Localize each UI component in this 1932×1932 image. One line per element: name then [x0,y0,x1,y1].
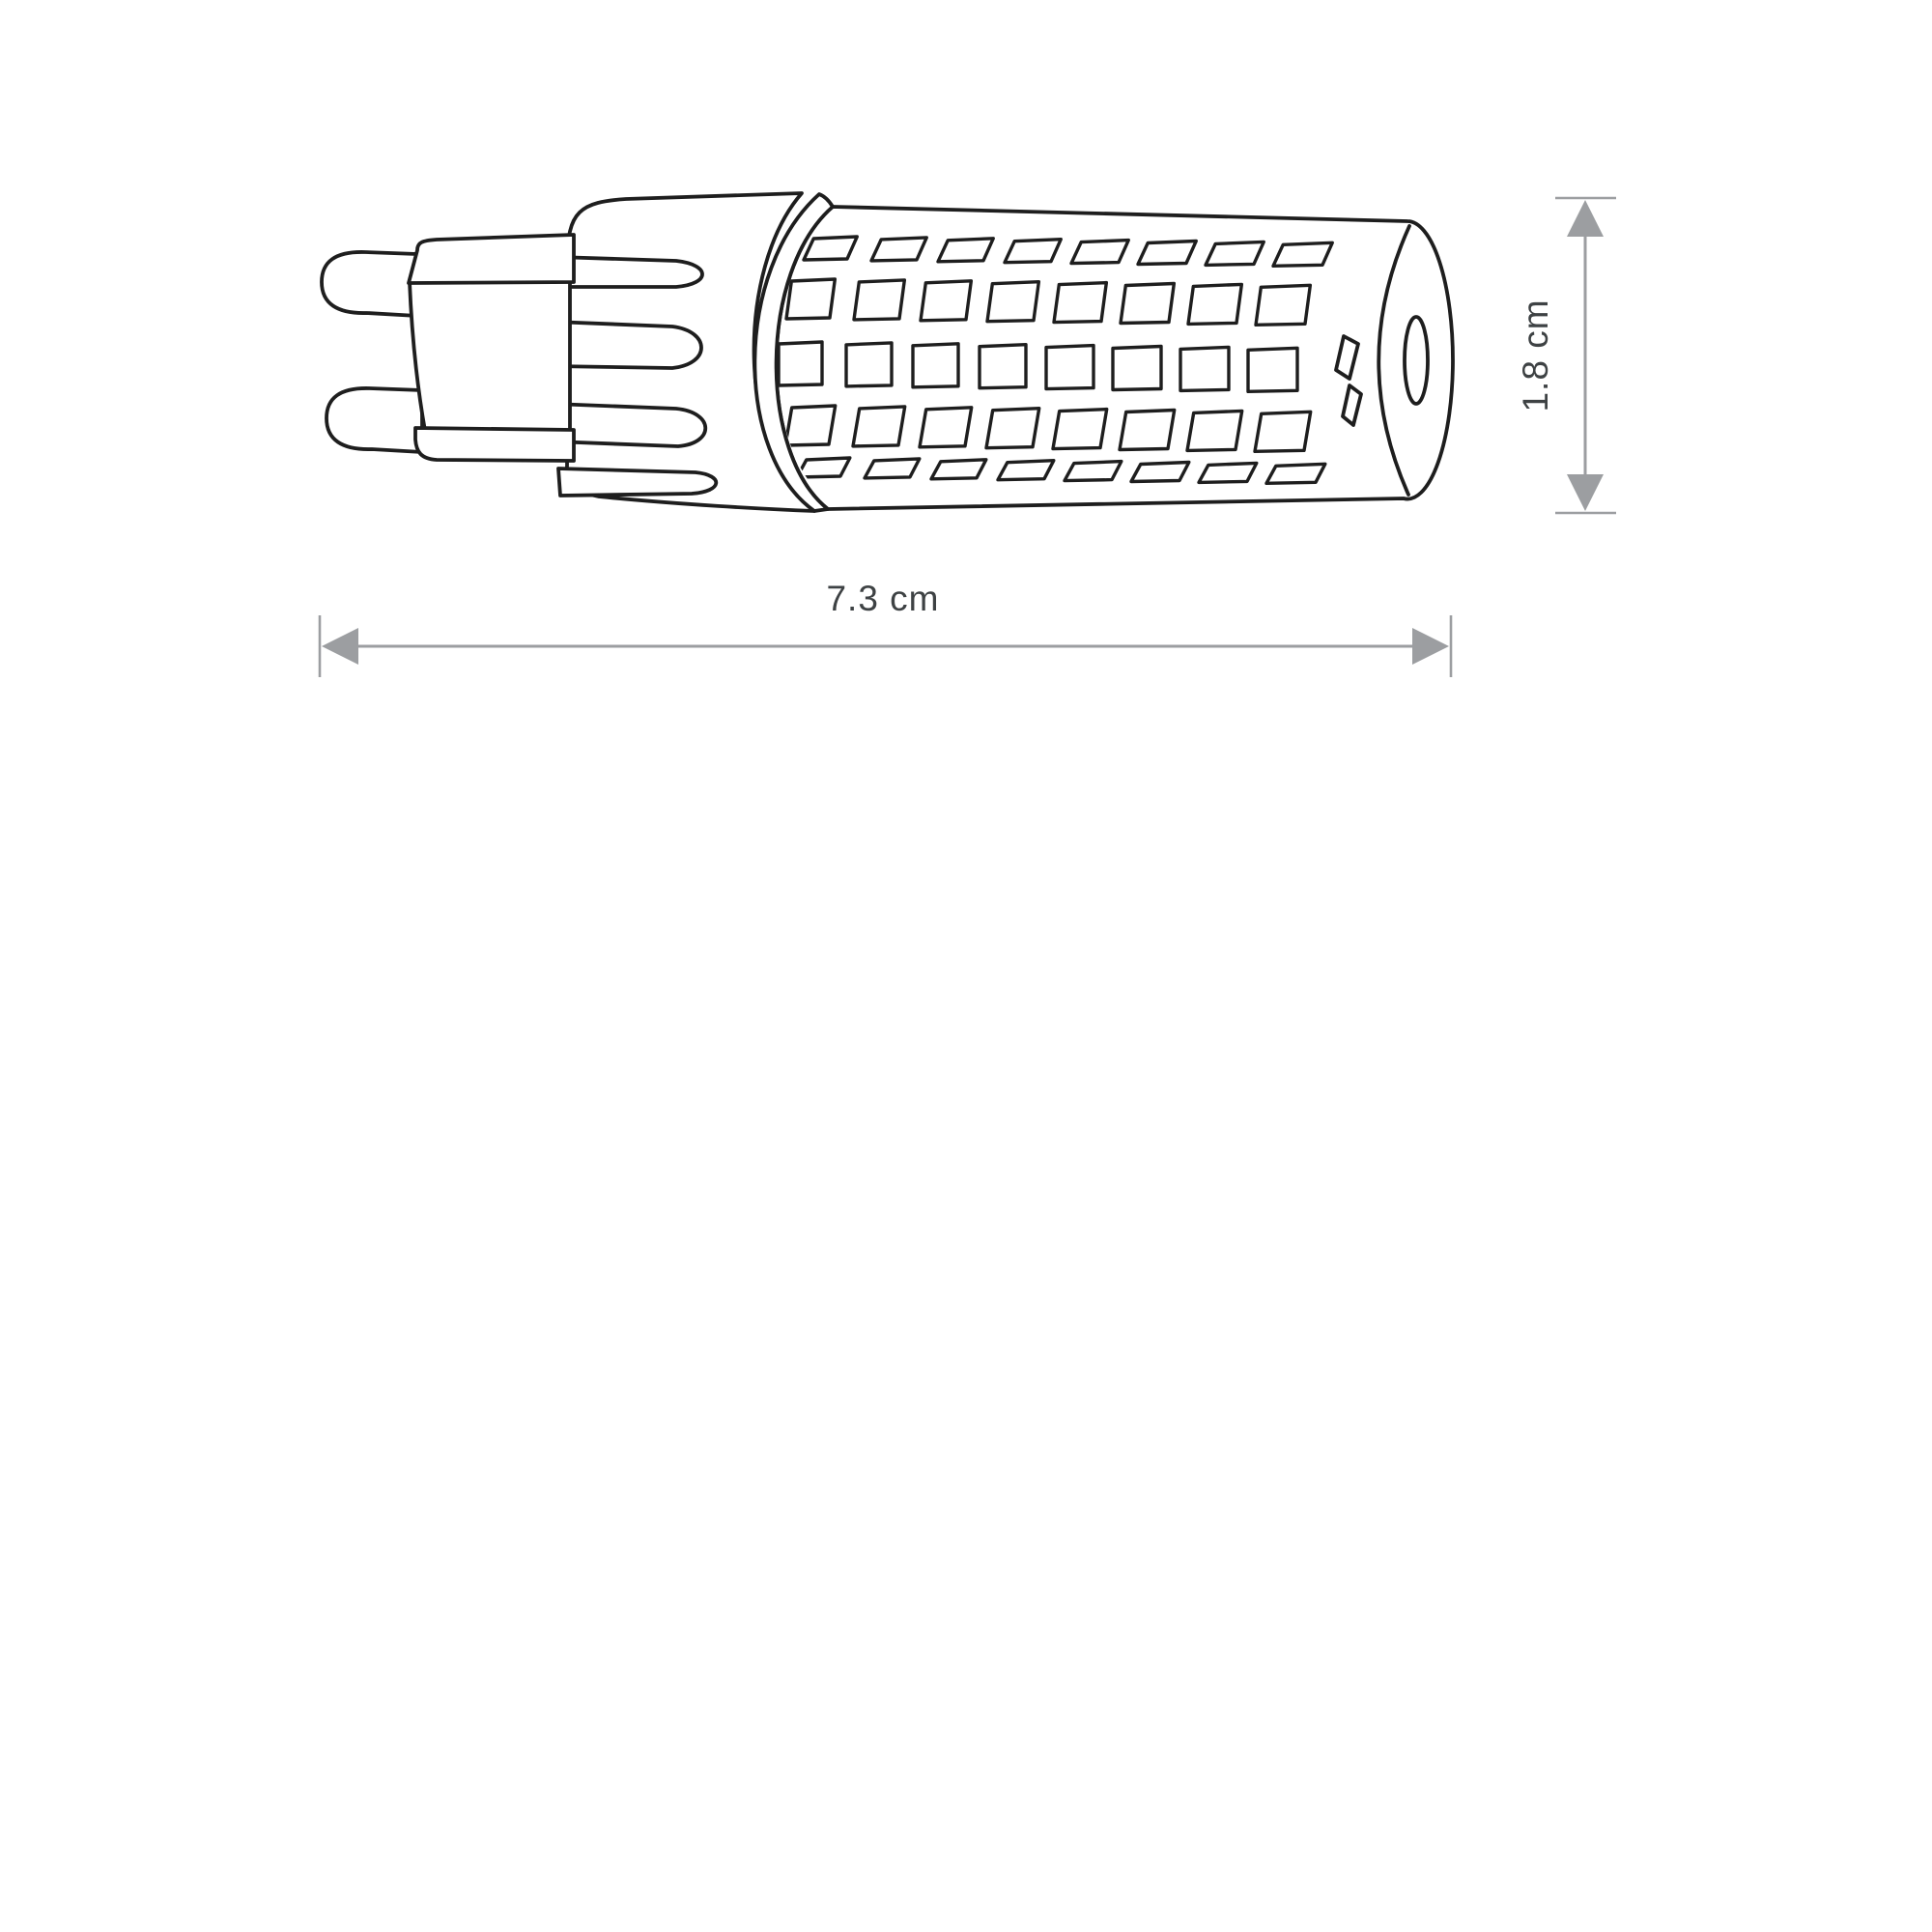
perforation-hole [1071,241,1128,264]
height-arrow-down-icon [1567,474,1604,511]
heatsink-fin-slot-2 [553,322,701,368]
perforation-hole [1180,347,1229,390]
perforation-hole [1131,463,1189,482]
perforation-hole [920,408,972,447]
perforation-hole [998,461,1054,480]
perforation-hole [921,281,971,321]
width-arrow-left-icon [322,628,358,665]
heatsink-fin-slot-1 [556,257,702,287]
base-top-band [409,235,574,283]
perforation-hole [1120,411,1175,450]
base-bottom-band [415,428,574,461]
perforation-hole [1005,240,1061,263]
perforation-hole [1273,242,1332,266]
perforation-hole [1187,411,1242,450]
perforation-hole [1199,463,1257,482]
perforation-hole [1065,462,1122,481]
perforation-hole [931,460,986,479]
perforation-hole [1054,283,1106,323]
perforation-hole [1255,412,1311,451]
width-arrow-right-icon [1412,628,1449,665]
perforation-hole [786,279,835,319]
perforation-hole [1113,347,1161,390]
perforation-hole [913,344,958,387]
perforation-hole [1138,242,1196,265]
perforation-hole [785,406,836,445]
perforation-hole [1248,348,1297,391]
height-dimension [1516,198,1616,513]
bulb-line-art [322,193,1453,511]
perforation-hole [1188,284,1241,324]
width-dimension-label: 7.3 cm [826,579,940,618]
pin-bottom [327,388,422,452]
perforation-hole [804,237,857,260]
perforation-hole [854,280,904,320]
perforation-hole [871,238,926,261]
perforation-hole [853,407,905,446]
perforation-hole [779,342,822,385]
pin-top [322,252,417,316]
heatsink-fin-slot-4 [558,469,716,496]
perforation-hole [1206,242,1264,265]
cap-center-hole [1405,317,1428,404]
height-dimension-label: 1.8 cm [1516,298,1555,412]
perforation-hole [1121,284,1174,324]
perforation-hole [1046,346,1094,389]
height-arrow-up-icon [1567,200,1604,237]
perforation-hole [1266,464,1325,483]
base-body [410,281,570,432]
perforation-hole [865,459,920,478]
perforation-hole [938,239,993,262]
perforation-hole [986,409,1039,448]
perforation-hole [980,345,1026,388]
perforation-hole [797,458,850,477]
perforation-hole [1256,285,1310,325]
width-dimension [320,579,1451,677]
perforation-hole [987,282,1038,322]
perforation-hole [846,343,892,386]
perforation-hole [1053,410,1107,449]
